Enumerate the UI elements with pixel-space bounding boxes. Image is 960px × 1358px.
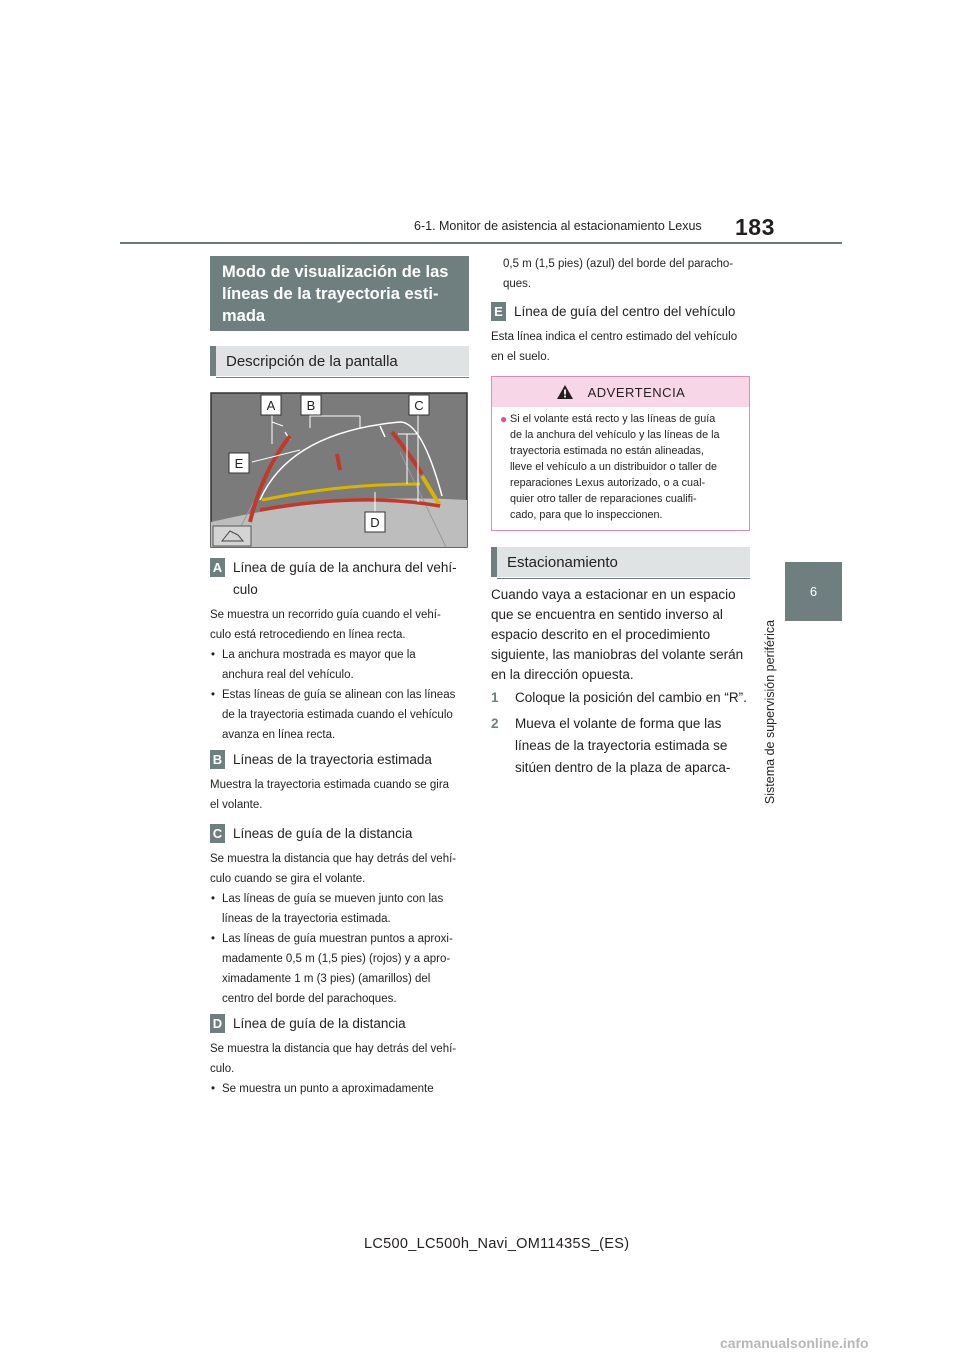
item-a-description	[210, 605, 472, 745]
diagram-label-c: C	[414, 398, 424, 413]
badge-e: E	[491, 302, 506, 321]
diagram-label-e: E	[234, 456, 244, 471]
camera-view-button	[213, 526, 251, 546]
item-d-continued	[491, 254, 753, 294]
item-d-title: Línea de guía de la distancia	[233, 1016, 406, 1031]
chapter-header: 6-1. Monitor de asistencia al estacionamiento Lexus	[414, 219, 702, 233]
item-a-desc-line: culo está retrocediendo en línea recta.	[210, 629, 406, 641]
step-number: 2	[491, 716, 499, 731]
item-d-desc-line: Se muestra la distancia que hay detrás del vehí-	[210, 1043, 457, 1055]
step-number: 1	[491, 690, 499, 705]
item-b-description	[210, 775, 472, 815]
section-title-text: Modo de visualización de las líneas de la trayectoria esti-mada	[222, 263, 449, 325]
subsection-title-text: Descripción de la pantalla	[226, 352, 398, 370]
item-c-description	[210, 849, 472, 1009]
warning-line: quier otro taller de reparaciones cualifi-	[510, 493, 697, 505]
item-b-title: Líneas de la trayectoria estimada	[233, 752, 432, 767]
diagram-label-d: D	[370, 515, 380, 530]
subsection-title	[210, 346, 469, 376]
step-text: Mueva el volante de forma que las	[515, 716, 722, 731]
page-number: 183	[735, 214, 775, 240]
item-a-title-line2: culo	[233, 582, 258, 597]
step-text: líneas de la trayectoria estimada se	[515, 738, 728, 753]
parking-intro	[491, 585, 756, 685]
parking-step-2	[491, 713, 756, 779]
step-text: Coloque la posición del cambio en “R”.	[515, 690, 747, 705]
warning-line: cado, para que lo inspeccionen.	[510, 509, 663, 521]
parking-intro-line: que se encuentra en sentido inverso al	[491, 607, 723, 622]
step-text: sitúen dentro de la plaza de aparca-	[515, 760, 731, 775]
parking-step-1	[491, 688, 756, 708]
warning-title: ADVERTENCIA	[587, 384, 686, 400]
parking-section-title-text: Estacionamiento	[507, 553, 618, 571]
warning-box	[491, 376, 750, 531]
parking-section-title	[491, 547, 750, 577]
item-e-description	[491, 327, 753, 367]
item-a-title	[233, 557, 473, 601]
badge-d: D	[210, 1014, 225, 1033]
parking-intro-line: Cuando vaya a estacionar en un espacio	[491, 587, 736, 602]
item-c-title: Líneas de guía de la distancia	[233, 826, 413, 841]
side-section-title: Sistema de supervisión periférica	[763, 619, 777, 805]
warning-triangle-icon	[556, 384, 574, 400]
item-a-desc-line: Se muestra un recorrido guía cuando el vehí-	[210, 609, 441, 621]
diagram-label-b: B	[306, 398, 316, 413]
parking-intro-line: siguiente, las maniobras del volante serán	[491, 647, 744, 662]
item-d-bullet: • Se muestra un punto a aproximadamente	[210, 1079, 472, 1099]
item-b-desc-line: el volante.	[210, 799, 263, 811]
item-a-bullet: • Estas líneas de guía se alinean con las líneas de la trayectoria estimada cuando el vehículo avanza en línea recta.	[210, 685, 472, 745]
item-e-desc-line: Esta línea indica el centro estimado del vehículo	[491, 331, 738, 343]
warning-header	[492, 377, 749, 407]
item-c-desc-line: Se muestra la distancia que hay detrás del vehí-	[210, 853, 457, 865]
parking-intro-line: espacio descrito en el procedimiento	[491, 627, 711, 642]
watermark: carmanualsonline.info	[720, 1335, 869, 1351]
diagram-label-a: A	[266, 398, 276, 413]
warning-line: trayectoria estimada no están alineadas,	[510, 445, 704, 457]
warning-line: reparaciones Lexus autorizado, o a cual-	[510, 477, 706, 489]
item-c-desc-line: culo cuando se gira el volante.	[210, 873, 366, 885]
item-a-title-line1: Línea de guía de la anchura del vehí-	[233, 560, 457, 575]
warning-line: de la anchura del vehículo y las líneas de la	[510, 429, 720, 441]
warning-bullet-icon: ●	[500, 412, 508, 426]
camera-screen-diagram	[210, 392, 468, 548]
continued-line: 0,5 m (1,5 pies) (azul) del borde del paracho-	[503, 258, 734, 270]
warning-line: Si el volante está recto y las líneas de guía	[510, 413, 716, 425]
item-d-desc-line: culo.	[210, 1063, 235, 1075]
parking-intro-line: en la dirección opuesta.	[491, 667, 634, 682]
warning-body	[492, 407, 749, 523]
item-c-bullet: • Las líneas de guía muestran puntos a aproxi- madamente 0,5 m (1,5 pies) (rojos) y a apro- ximadamente 1 m (3 pies) (amarillos) del centro del borde del parachoques.	[210, 929, 472, 1009]
item-b-desc-line: Muestra la trayectoria estimada cuando se gira	[210, 779, 450, 791]
warning-line: lleve el vehículo a un distribuidor o taller de	[510, 461, 718, 473]
item-a-bullet: • La anchura mostrada es mayor que la anchura real del vehículo.	[210, 645, 472, 685]
item-e-title: Línea de guía del centro del vehículo	[514, 304, 736, 319]
item-d-description	[210, 1039, 472, 1099]
item-c-bullet: • Las líneas de guía se mueven junto con las líneas de la trayectoria estimada.	[210, 889, 472, 929]
badge-c: C	[210, 824, 225, 843]
section-title	[210, 256, 469, 331]
header-rule	[120, 242, 842, 244]
document-id: LC500_LC500h_Navi_OM11435S_(ES)	[364, 1236, 630, 1252]
badge-b: B	[210, 750, 225, 769]
item-e-desc-line: en el suelo.	[491, 351, 550, 363]
chapter-tab: 6	[785, 562, 842, 621]
camera-screen-svg	[210, 392, 468, 548]
badge-a: A	[210, 558, 225, 577]
continued-line: ques.	[503, 278, 532, 290]
